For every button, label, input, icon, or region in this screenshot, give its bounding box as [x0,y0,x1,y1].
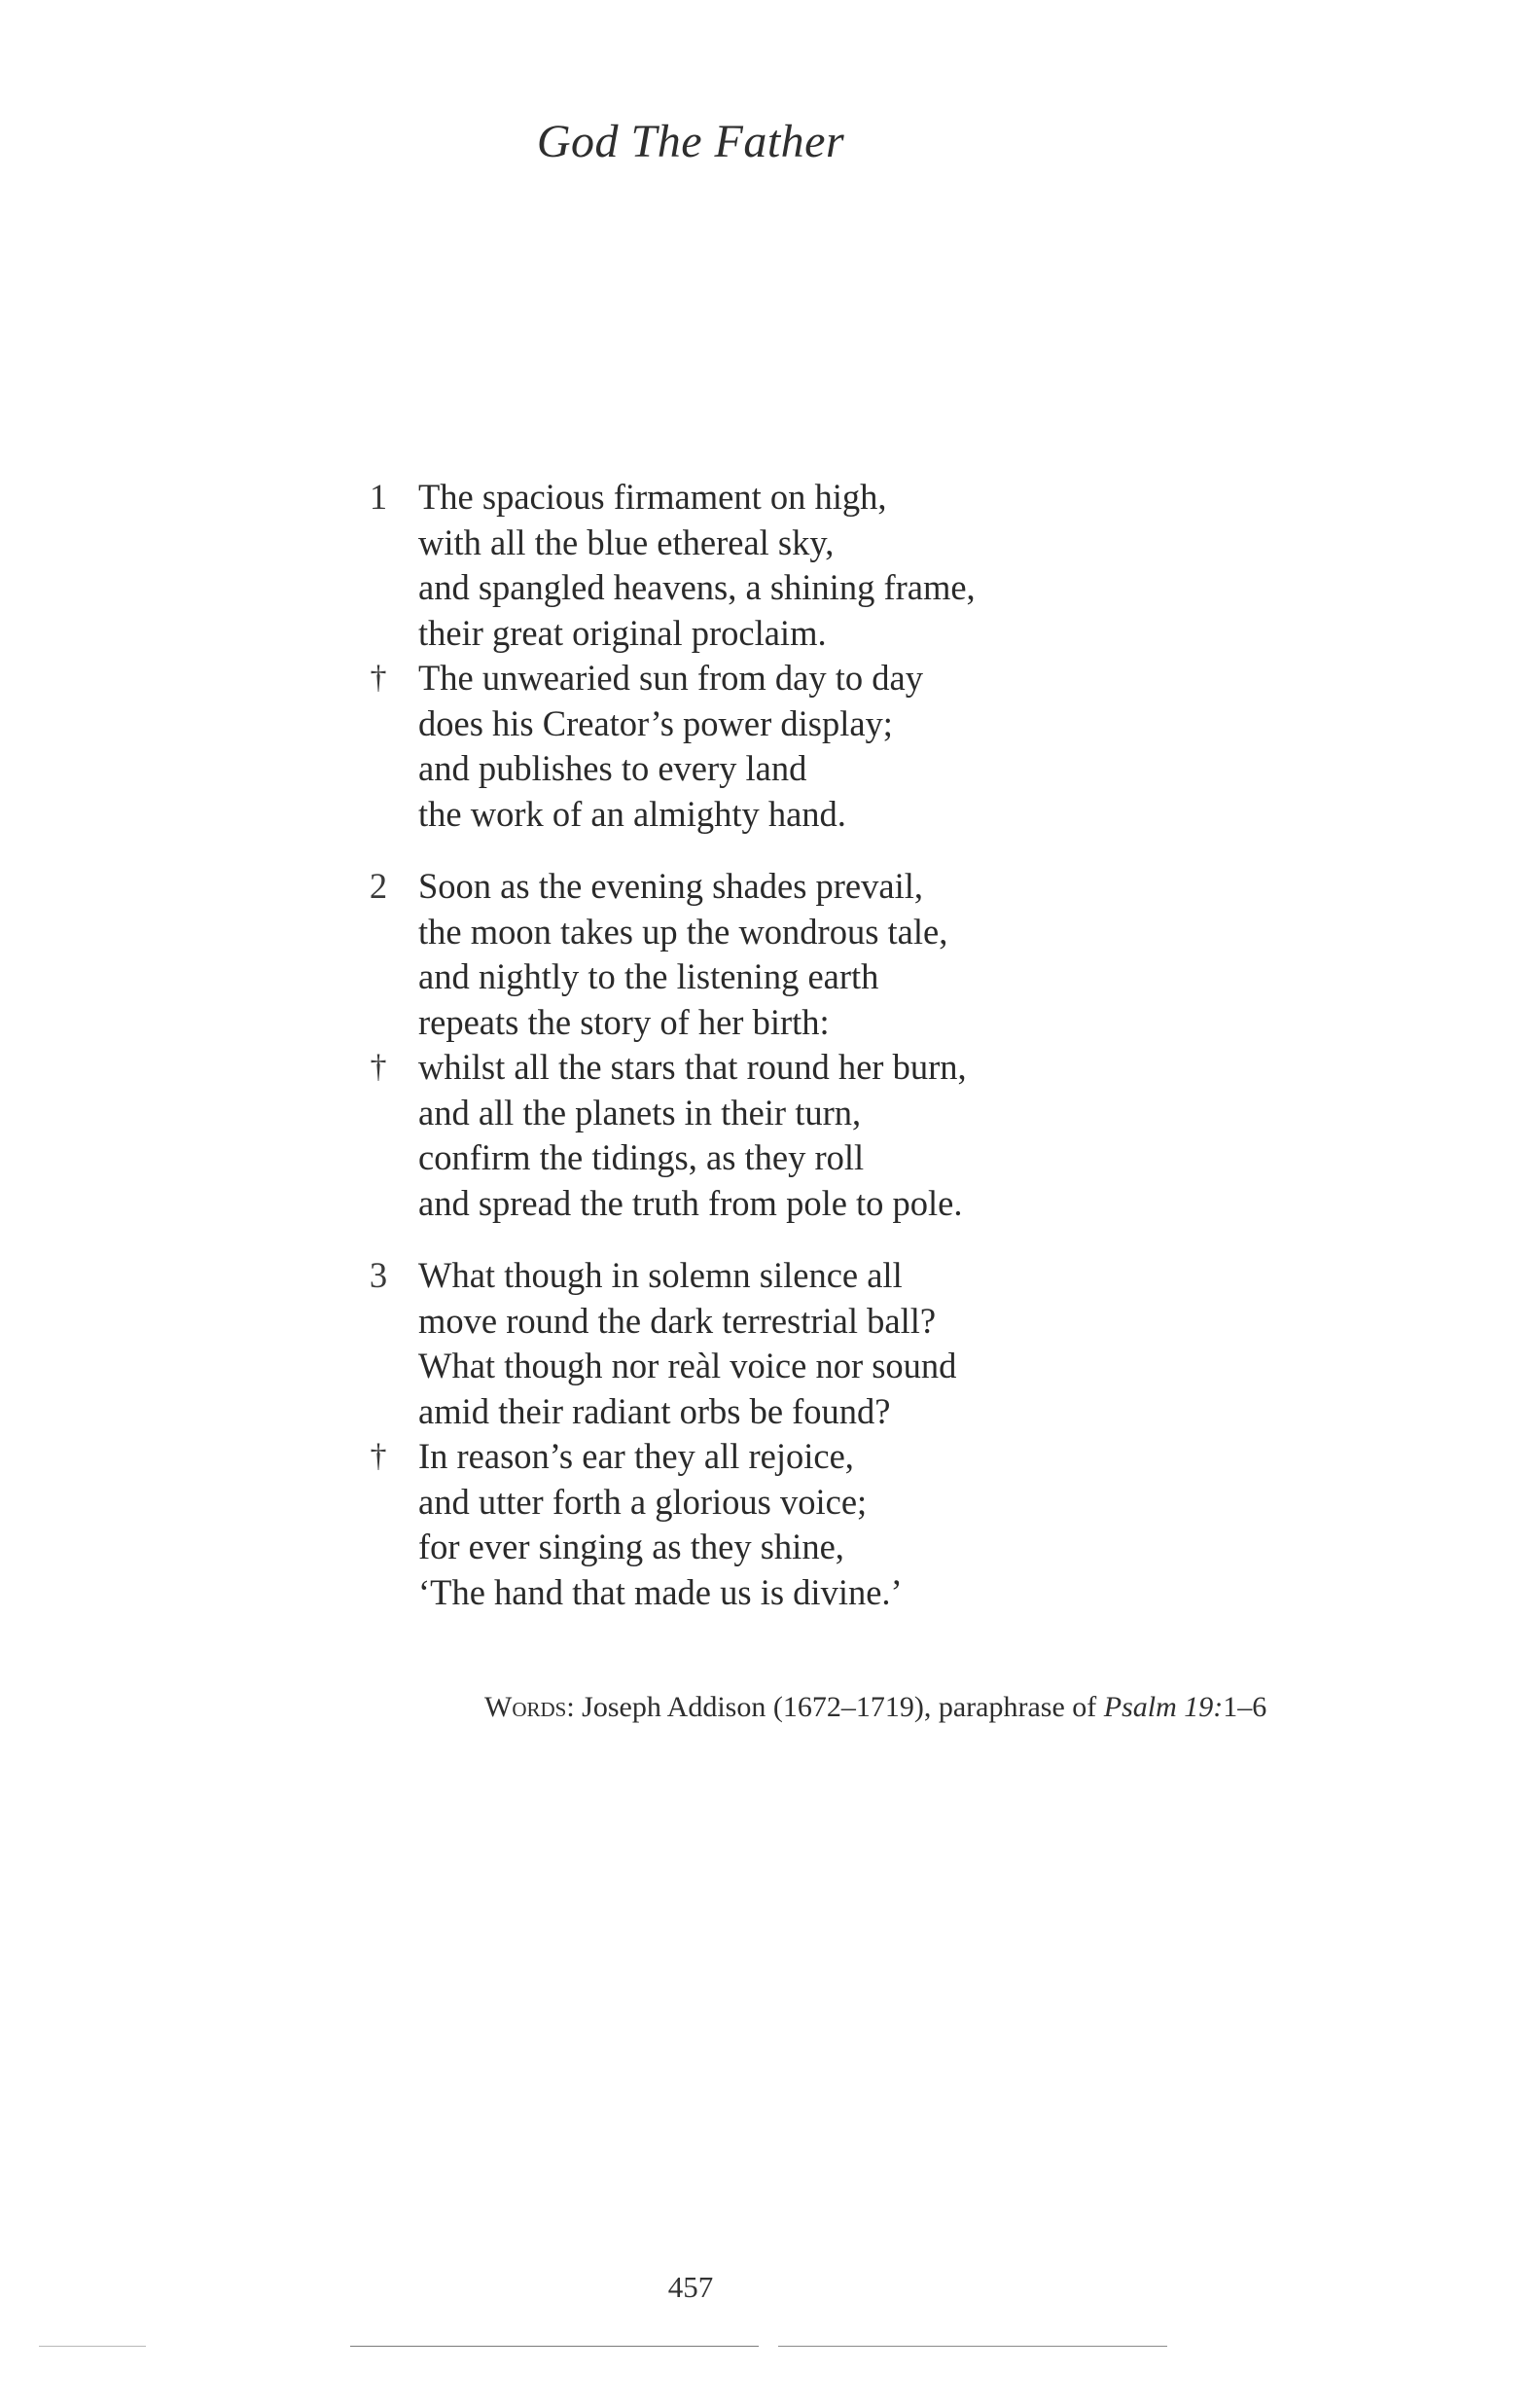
verse-line [360,1525,1099,1570]
line-text: What though in solemn silence all [418,1255,903,1295]
attribution-author: Joseph Addison (1672–1719), paraphrase of [582,1691,1104,1723]
verse-line [360,864,1099,910]
line-text: and publishes to every land [418,748,807,788]
line-text: and spread the truth from pole to pole. [418,1182,963,1223]
line-text: and spangled heavens, a shining frame, [418,567,976,607]
footer-rule [778,2346,1167,2347]
line-text: repeats the story of her birth: [418,1001,830,1042]
line-text: their great original proclaim. [418,612,827,653]
line-text: amid their radiant orbs be found? [418,1390,891,1431]
verse-line [360,954,1099,1000]
footer-rule [39,2346,146,2347]
verse-number: 3 [369,1255,388,1295]
verse-number: 1 [369,477,388,517]
verse-line [360,910,1099,955]
footer-rule [350,2346,759,2347]
verse-line [360,1253,1099,1299]
line-text: whilst all the stars that round her burn, [418,1047,967,1087]
verse-line [360,1570,1099,1616]
line-text: the work of an almighty hand. [418,793,846,834]
verse-line [360,611,1099,657]
verse-line [360,701,1099,747]
verse-line [360,1181,1099,1227]
hymn-text [360,475,1099,1642]
verse-line [360,475,1099,521]
line-text: In reason’s ear they all rejoice, [418,1436,854,1476]
line-text: confirm the tidings, as they roll [418,1137,865,1177]
dagger-mark: † [370,1049,387,1085]
verse-line [360,656,1099,701]
line-text: with all the blue ethereal sky, [418,521,835,562]
verse-2 [360,864,1099,1226]
verse-1 [360,475,1099,837]
words-attribution [484,1691,1266,1724]
attribution-label: Words: [484,1691,575,1723]
verse-line [360,1045,1099,1091]
page-title: God The Father [536,116,845,167]
line-text: What though nor reàl voice nor sound [418,1346,957,1385]
verse-line [360,1135,1099,1181]
verse-line [360,1000,1099,1046]
attribution-verses: 1–6 [1223,1691,1267,1723]
verse-line [360,792,1099,838]
verse-line [360,1091,1099,1136]
line-text: and nightly to the listening earth [418,956,879,996]
line-text: and utter forth a glorious voice; [418,1481,868,1522]
line-text: the moon takes up the wondrous tale, [418,911,948,952]
dagger-mark: † [370,1438,387,1474]
line-text: The spacious firmament on high, [418,477,887,517]
verse-line [360,1344,1099,1389]
verse-line [360,1299,1099,1345]
attribution-source: Psalm 19: [1103,1691,1224,1723]
page-number: 457 [667,2270,714,2304]
line-text: ‘The hand that made us is divine.’ [418,1571,903,1612]
line-text: does his Creator’s power display; [418,702,893,743]
line-text: and all the planets in their turn, [418,1092,862,1132]
line-text: move round the dark terrestrial ball? [418,1300,937,1341]
line-text: for ever singing as they shine, [418,1527,844,1566]
dagger-mark: † [370,660,387,696]
verse-line [360,521,1099,566]
verse-3 [360,1253,1099,1615]
verse-line [360,565,1099,611]
verse-line [360,746,1099,792]
verse-number: 2 [369,866,388,906]
verse-line [360,1480,1099,1526]
verse-line [360,1434,1099,1480]
line-text: The unwearied sun from day to day [418,658,923,698]
verse-line [360,1389,1099,1435]
line-text: Soon as the evening shades prevail, [418,866,923,906]
